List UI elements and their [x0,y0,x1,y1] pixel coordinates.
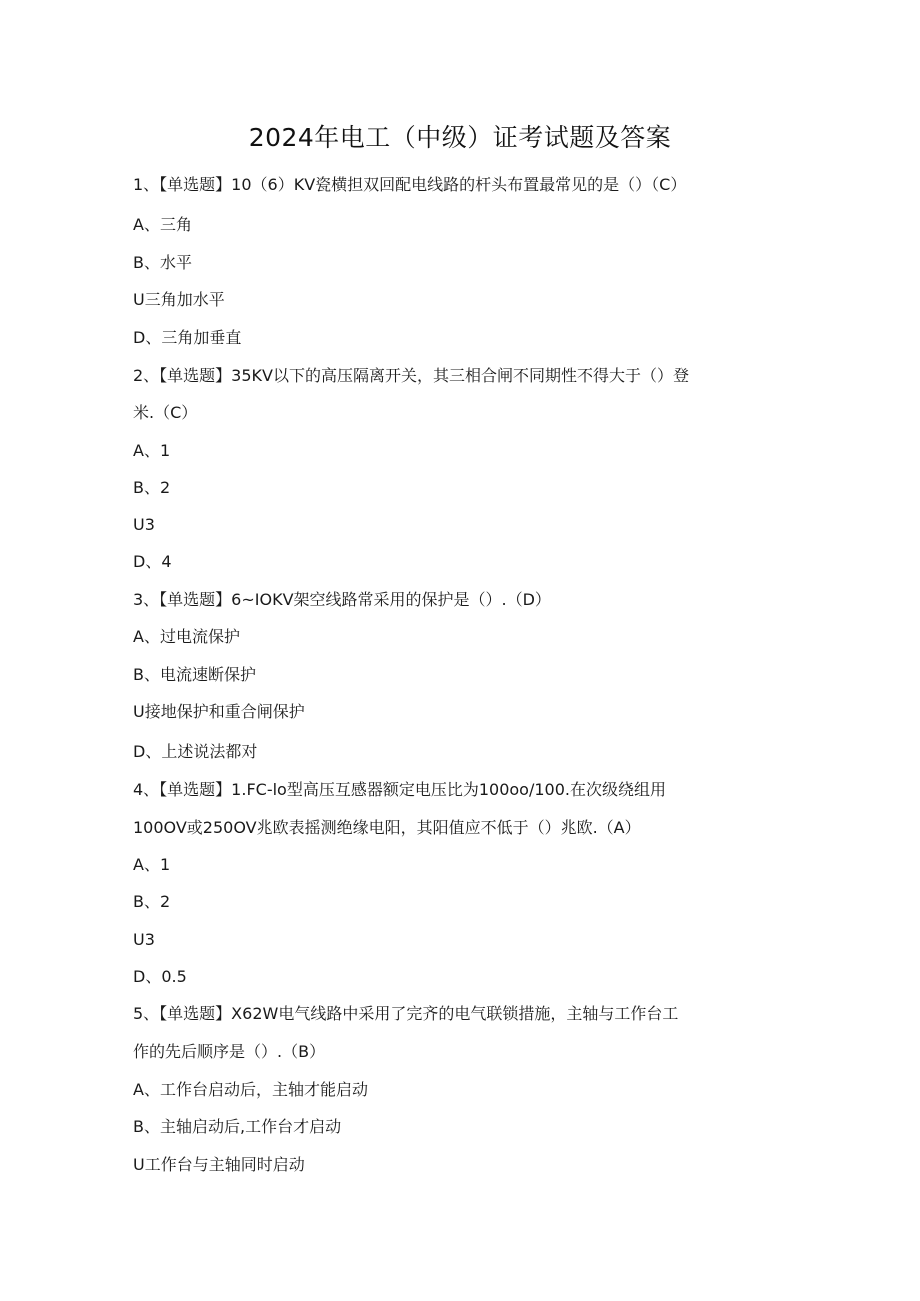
question-3-option-a: A、过电流保护 [133,627,240,646]
question-4-option-b: B、2 [133,892,171,911]
question-3-option-d: D、上述说法都对 [133,742,258,761]
question-1-text: 1、【单选题】10（6）KV瓷横担双回配电线路的杆头布置最常见的是（）（C） [133,175,687,194]
question-4-text-line-2: 100OV或250OV兆欧表摇测绝缘电阳，其阳值应不低于（）兆欧.（A） [133,818,641,837]
question-4-text-line-1: 4、【单选题】1.FC-lo型高压互感器额定电压比为100oo/100.在次级绕组用 [133,780,666,799]
question-5-text-line-2: 作的先后顺序是（）.（B） [133,1042,326,1061]
document-title: 2024年电工（中级）证考试题及答案 [248,123,672,152]
question-1-option-a: A、三角 [133,215,192,234]
question-2-option-c: U3 [133,515,155,534]
question-5-text-line-1: 5、【单选题】X62W电气线路中采用了完齐的电气联锁措施，主轴与工作台工 [133,1004,679,1023]
question-4-option-a: A、1 [133,855,171,874]
question-5-option-a: A、工作台启动后，主轴才能启动 [133,1080,368,1099]
question-5-option-b: B、主轴启动后,工作台才启动 [133,1117,342,1136]
question-2-option-a: A、1 [133,441,171,460]
question-1-option-b: B、水平 [133,253,192,272]
question-3-text: 3、【单选题】6~IOKV架空线路常采用的保护是（）.（D） [133,590,551,609]
question-2-text-line-1: 2、【单选题】35KV以下的高压隔离开关，其三相合闸不同期性不得大于（）登 [133,366,689,385]
question-4-option-d: D、0.5 [133,967,187,986]
question-2-option-b: B、2 [133,478,171,497]
question-4-option-c: U3 [133,930,155,949]
question-1-option-d: D、三角加垂直 [133,328,242,347]
question-2-text-line-2: 米.（C） [133,403,198,422]
question-3-option-b: B、电流速断保护 [133,665,256,684]
question-5-option-c: U工作台与主轴同时启动 [133,1155,305,1174]
question-2-option-d: D、4 [133,552,172,571]
question-3-option-c: U接地保护和重合闸保护 [133,702,305,721]
question-1-option-c: U三角加水平 [133,290,225,309]
